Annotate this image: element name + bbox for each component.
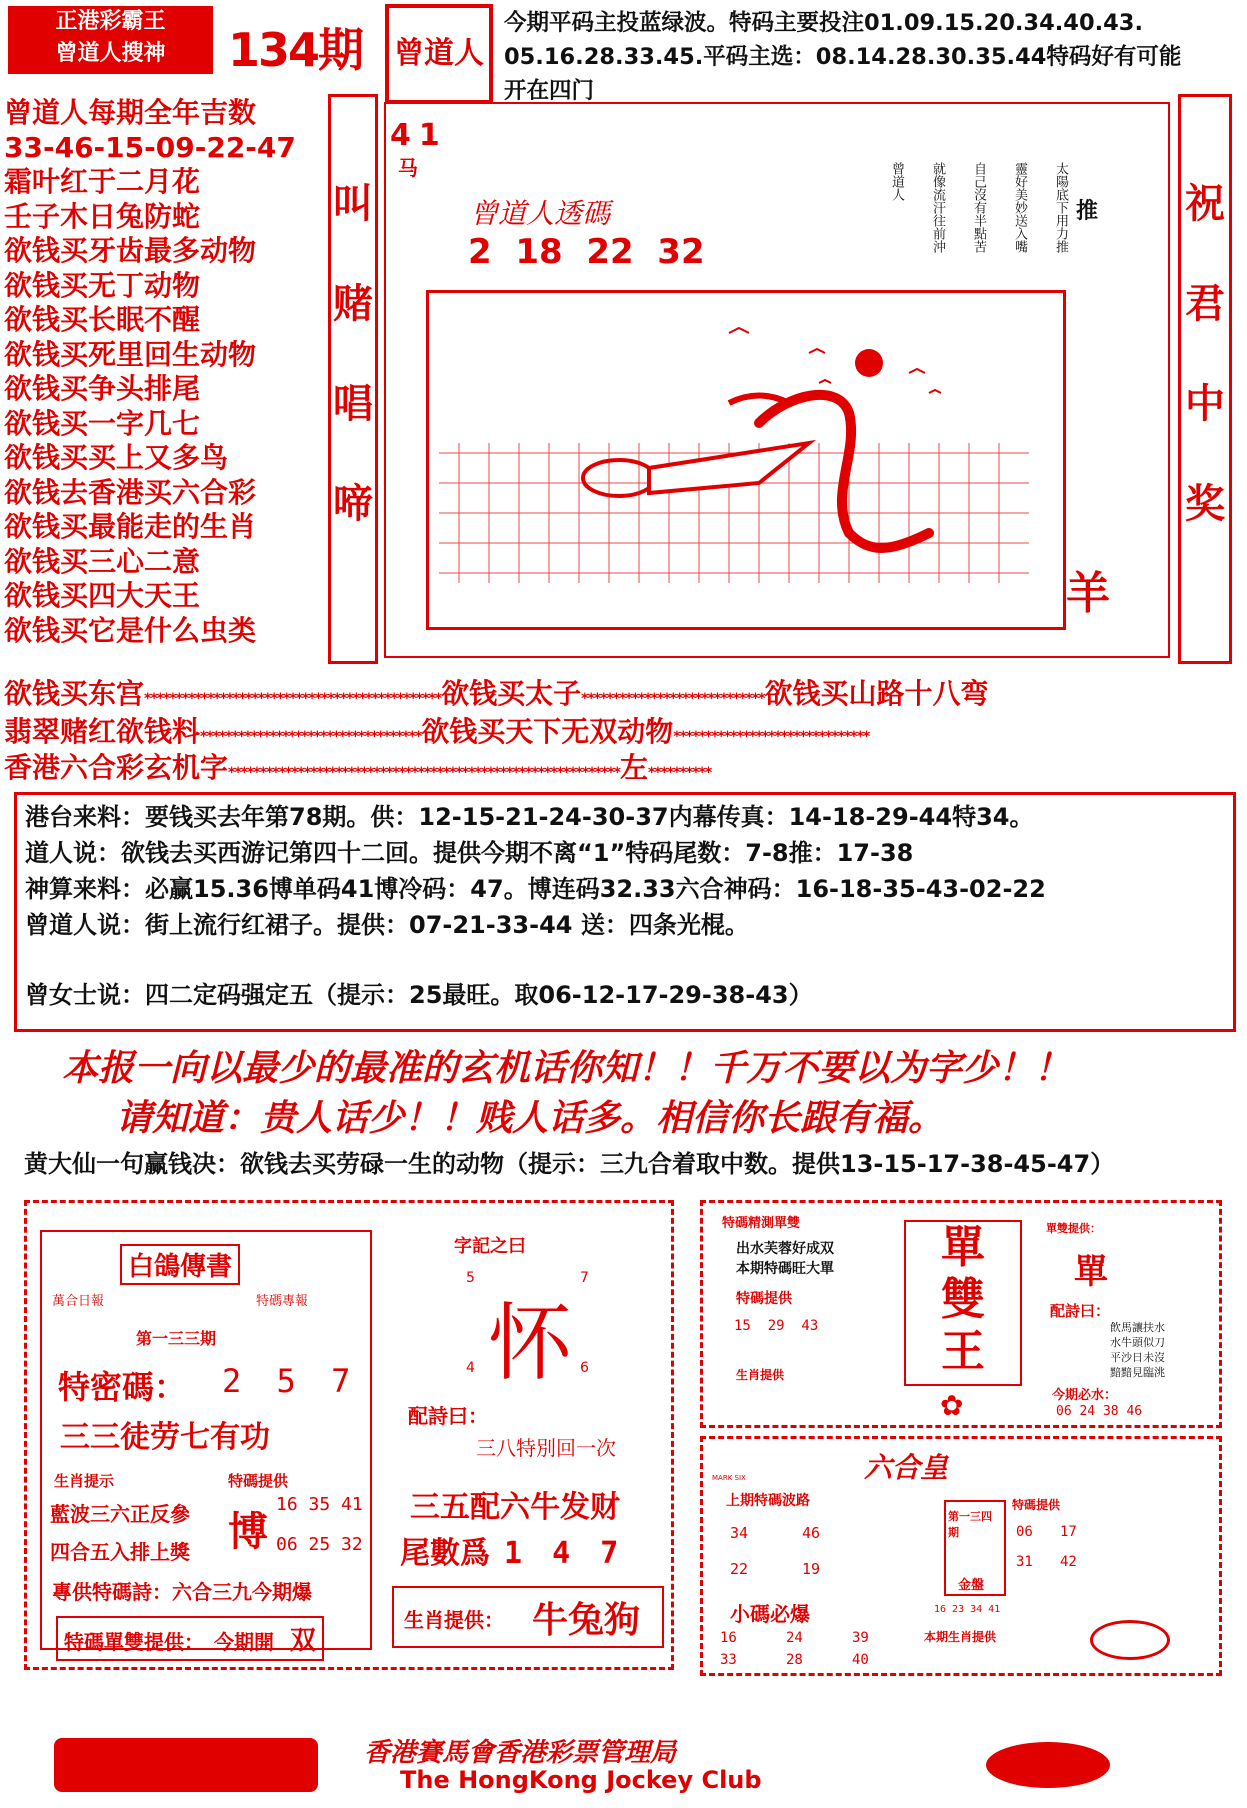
scroll-left-char: 叫: [333, 181, 373, 227]
list-item: 壬子木日兔防蛇: [4, 199, 201, 233]
farmer-wheelbarrow-image: [429, 293, 1063, 627]
tip-label: 曾女士说：: [25, 981, 145, 1009]
wong-tai-sin-label: 黄大仙一句赢钱决：: [24, 1150, 240, 1178]
pigeon-phrase: 三三徒劳七有功: [60, 1420, 270, 1455]
left-riddle-list: [4, 96, 322, 648]
list-item: 霜叶红于二月花: [4, 165, 201, 198]
tip-line: [25, 835, 1225, 871]
riddle-row2-left: 翡翠赌红欲钱料: [4, 715, 201, 748]
dk-right-poem-line: 平沙日未沒: [1110, 1351, 1165, 1364]
word-title: 字記之曰: [454, 1236, 526, 1257]
lhc-medal: [1090, 1620, 1170, 1660]
scroll-right-char: 奖: [1185, 481, 1225, 527]
word-poem: 三八特別回一次: [476, 1436, 616, 1460]
tip-text: 要钱买去年第78期。供：12-15-21-24-30-37内幕传真：14-18-29-44特34。: [145, 803, 1034, 831]
lhc-grid2-6: 40: [852, 1652, 869, 1668]
scroll-left-char: 啼: [333, 481, 373, 527]
pigeon-sd-line: [56, 1616, 324, 1661]
list-item: 欲钱买最能走的生肖: [4, 510, 257, 543]
lhc-grid-1: 34: [730, 1524, 749, 1542]
pigeon-special-label: 特密碼：: [58, 1368, 187, 1406]
riddle-row1-right: 欲钱买山路十八弯: [764, 677, 989, 710]
lhc-grid2-5: 28: [786, 1652, 803, 1668]
tip-line: [25, 799, 1225, 835]
tip-text: 必赢15.36博单码41博冷码：47。博连码32.33六合神码：16-18-35-43-02-22: [145, 875, 1046, 903]
lhc-special: 特碼提供: [1012, 1498, 1061, 1512]
pigeon-issue: 第一三三期: [136, 1329, 217, 1348]
header-tip-line2: 05.16.28.33.45.平码主选：08.14.28.30.35.44特码好有可能: [504, 44, 1182, 70]
header-tip: [504, 6, 1244, 108]
star-filler: ***********************************: [200, 729, 422, 745]
lhc-grid2-1: 16: [720, 1630, 737, 1646]
lhc-prev-label: 上期特碼波路: [726, 1493, 810, 1509]
list-item: 欲钱买四大天王: [4, 579, 201, 612]
word-tail-label: 尾數爲: [400, 1536, 490, 1571]
pigeon-four-five: 四合五入排上獎: [50, 1540, 190, 1564]
star-filler: *******************************: [673, 729, 870, 745]
pigeon-sd: 双: [290, 1626, 317, 1656]
list-item: 欲钱买争头排尾: [4, 372, 201, 405]
scroll-right-char: 君: [1185, 281, 1225, 327]
dk-label: 特碼精測單雙: [722, 1216, 801, 1231]
scroll-right-column: [1178, 154, 1232, 554]
dk-flower-icon: ✿: [940, 1389, 964, 1422]
masthead-logo: [8, 6, 213, 74]
poem-column: 曾道人: [889, 162, 904, 201]
list-item: 欲钱买长眠不醒: [4, 303, 201, 336]
tip-label: 道人说：: [25, 839, 121, 867]
tip-line: [25, 907, 1225, 943]
riddle-row3-left: 香港六合彩玄机字: [4, 751, 229, 784]
word-n4: 4: [466, 1360, 475, 1376]
pigeon-zodiac-hint: 藍波三六正反參: [50, 1502, 190, 1526]
lhc-bottom-nums: 16 23 34 41: [934, 1604, 1001, 1615]
scroll-left-char: 赌: [333, 281, 373, 327]
lhc-title: 六合皇: [864, 1451, 949, 1484]
tip-label: 神算来料：: [25, 875, 145, 903]
pigeon-special-nums: 2 5 7: [222, 1362, 359, 1400]
star-filler: ***********************************************: [144, 691, 442, 707]
riddle-row1-mid: 欲钱买太子: [441, 677, 582, 710]
footer-cn: 香港賽馬會香港彩票管理局: [364, 1738, 677, 1768]
pigeon-poem-line: [52, 1576, 312, 1605]
word-poem-label: 配詩曰：: [408, 1404, 488, 1428]
scroll-title: 曾道人透碼: [470, 197, 611, 230]
scroll-left-column: [326, 154, 380, 554]
word-n5: 5: [466, 1270, 475, 1286]
issue-number: 134期: [228, 23, 363, 77]
dk-right-poem-line: 黯黯見臨洮: [1110, 1366, 1165, 1379]
lhc-big-label: 小碼必爆: [730, 1602, 810, 1626]
tip-text: 欲钱去买西游记第四十二回。提供今期不离“1”特码尾数：7-8推：17-38: [121, 839, 914, 867]
footer-left-logo: [54, 1738, 318, 1792]
slogan-line2: 请知道：贵人话少！！贱人话多。相信你长跟有福。: [116, 1097, 945, 1139]
dk-today-nums: 06 24 38 46: [1056, 1404, 1143, 1419]
tip-label: 曾道人说：: [25, 911, 145, 939]
poem-column: 太陽底下用力推: [1053, 162, 1068, 253]
pigeon-open: 今期開: [214, 1630, 274, 1654]
list-item: 欲钱买三心二意: [4, 544, 201, 578]
riddle-row2-mid: 欲钱买天下无双动物: [421, 715, 674, 748]
footer-en: The HongKong Jockey Club: [400, 1766, 762, 1794]
scroll-panel: [320, 94, 1240, 674]
lhc-num-2: 17: [1060, 1524, 1077, 1540]
dk-right-poem-line: 飲馬讓扶水: [1110, 1321, 1165, 1334]
dk-poem1: 出水芙蓉好成双: [736, 1241, 834, 1257]
wong-tai-sin-line: [24, 1144, 1114, 1179]
list-item: 33-46-15-09-22-47: [4, 130, 296, 164]
lhc-zodiac-label: 本期生肖提供: [924, 1630, 997, 1644]
poem-column: 靈好美妙送入嘴: [1012, 162, 1027, 253]
lhc-grid2-3: 39: [852, 1630, 869, 1646]
scroll-numbers: 2 18 22 32: [468, 232, 705, 272]
word-zodiac: 牛兔狗: [532, 1599, 641, 1641]
list-item: 欲钱买它是什么虫类: [4, 613, 257, 647]
list-item: 欲钱买死里回生动物: [4, 337, 257, 371]
list-item: 欲钱买买上又多鸟: [4, 441, 229, 474]
dk-nums: 15 29 43: [734, 1318, 819, 1334]
tip-text: 街上流行红裙子。提供：07-21-33-44 送：四条光棍。: [145, 911, 749, 939]
lhc-grid2-4: 33: [720, 1652, 737, 1668]
recommend-poem: [830, 162, 1070, 282]
word-zodiac-label: 生肖提供：: [404, 1608, 504, 1632]
word-char: 怀: [488, 1294, 573, 1392]
zodiac-stamp: 羊: [1066, 568, 1110, 619]
lhc-grid-3: 22: [730, 1560, 749, 1578]
pigeon-poem-label: 專供特碼詩：: [52, 1580, 172, 1604]
pigeon-poem: 六合三九今期爆: [172, 1580, 312, 1604]
riddle-row1-left: 欲钱买东宫: [4, 677, 145, 710]
pigeon-zodiac-hint-label: 生肖提示: [54, 1472, 115, 1490]
lhc-num-3: 31: [1016, 1554, 1033, 1570]
dk-king-box: [904, 1220, 1022, 1386]
dk-right-label: 單雙提供：: [1046, 1222, 1101, 1235]
star-filler: **************************************************************: [228, 765, 620, 781]
lhc-border-word: MARK SIX: [712, 1474, 746, 1482]
lhc-grid-2: 46: [802, 1524, 821, 1542]
list-item: 曾道人每期全年吉数: [4, 96, 257, 129]
tip-label: 港台来料：: [25, 803, 145, 831]
logo-line2: 曾道人搜神: [55, 41, 166, 66]
corner-number: 41: [390, 118, 448, 153]
list-item: 欲钱买牙齿最多动物: [4, 234, 257, 267]
pigeon-side-right: 特碼專報: [256, 1294, 309, 1309]
dk-right-poem-label: 配詩曰：: [1050, 1302, 1111, 1320]
riddle-row3-mid: 左: [619, 751, 648, 784]
pigeon-sd-label: 特碼單雙提供：: [64, 1630, 204, 1654]
lhc-grid-4: 19: [802, 1560, 821, 1578]
dk-poem2: 本期特碼旺大單: [736, 1261, 834, 1277]
footer-right-logo: [986, 1742, 1110, 1788]
riddle-row-2: [4, 710, 1244, 746]
word-tail: 1 4 7: [504, 1536, 625, 1571]
list-item: 欲钱买一字几七: [4, 406, 201, 440]
star-filler: *****************************: [581, 691, 765, 707]
corner-zodiac: 马: [398, 156, 418, 180]
logo-line1: 正港彩霸王: [55, 9, 166, 34]
lhc-num-1: 06: [1016, 1524, 1033, 1540]
lhc-center-sub: 金盤: [958, 1578, 985, 1593]
header-tip-line1: 今期平码主投蓝绿波。特码主要投注01.09.15.20.34.40.43.: [504, 10, 1144, 36]
header-tip-line3: 开在四门: [504, 78, 595, 104]
dk-king-char: 單: [941, 1222, 985, 1273]
lhc-grid2-2: 24: [786, 1630, 803, 1646]
dk-right-poem-line: 水牛頭似刀: [1110, 1336, 1165, 1349]
word-n7: 7: [580, 1270, 589, 1286]
recommend-title: 推: [1076, 199, 1099, 224]
dk-right-poem: [1110, 1320, 1165, 1380]
pigeon-nums-row2: 06 25 32: [276, 1534, 363, 1555]
seal-stamp: [385, 4, 493, 104]
scroll-right-char: 中: [1185, 381, 1225, 427]
dk-right-char: 單: [1074, 1252, 1108, 1292]
dk-today: 今期必水：: [1052, 1388, 1118, 1403]
scroll-right-char: 祝: [1185, 181, 1225, 227]
star-filler: **********: [647, 765, 712, 781]
word-n6: 6: [580, 1360, 589, 1376]
lhc-num-4: 42: [1060, 1554, 1077, 1570]
pigeon-title: 白鴿傳書: [120, 1244, 240, 1285]
tips-box: [14, 792, 1236, 1032]
tip-text: 四二定码强定五（提示：25最旺。取06-12-17-29-38-43）: [145, 981, 813, 1009]
list-item: 欲钱买无丁动物: [4, 268, 201, 302]
lhc-center-title: 第一三四期: [948, 1510, 992, 1539]
poem-column: 自己沒有半點苦: [971, 162, 986, 253]
tip-line: [25, 871, 1225, 907]
pigeon-special-label2: 特碼提供: [228, 1472, 289, 1490]
slogan-line1: 本报一向以最少的最准的玄机话你知！！千万不要以为字少！！: [62, 1047, 1071, 1089]
word-tagline: 三五配六牛发财: [410, 1490, 620, 1525]
list-item: 欲钱去香港买六合彩: [4, 475, 257, 509]
pigeon-side-left: 萬合日報: [52, 1294, 105, 1309]
word-tail-line: [400, 1528, 624, 1572]
dk-king-char: 雙: [941, 1274, 985, 1325]
tip-line: [25, 977, 1225, 1013]
pigeon-nums-row1: 16 35 41: [276, 1494, 363, 1515]
dk-zodiac-label: 生肖提供: [736, 1368, 785, 1382]
dk-special: 特碼提供: [736, 1291, 792, 1307]
farmer-illustration: [426, 290, 1066, 630]
riddle-row-3: [4, 746, 1244, 782]
poem-column: 就像流汗往前沖: [930, 162, 945, 253]
seal-text: 曾道人: [394, 36, 484, 71]
dk-king-char: 王: [941, 1326, 985, 1377]
scroll-left-char: 唱: [333, 381, 373, 427]
pigeon-bo: 博: [228, 1508, 268, 1555]
riddle-row-1: [4, 672, 1244, 708]
wong-tai-sin-text: 欲钱去买劳碌一生的动物（提示：三九合着取中数。提供13-15-17-38-45-47）: [240, 1150, 1115, 1178]
